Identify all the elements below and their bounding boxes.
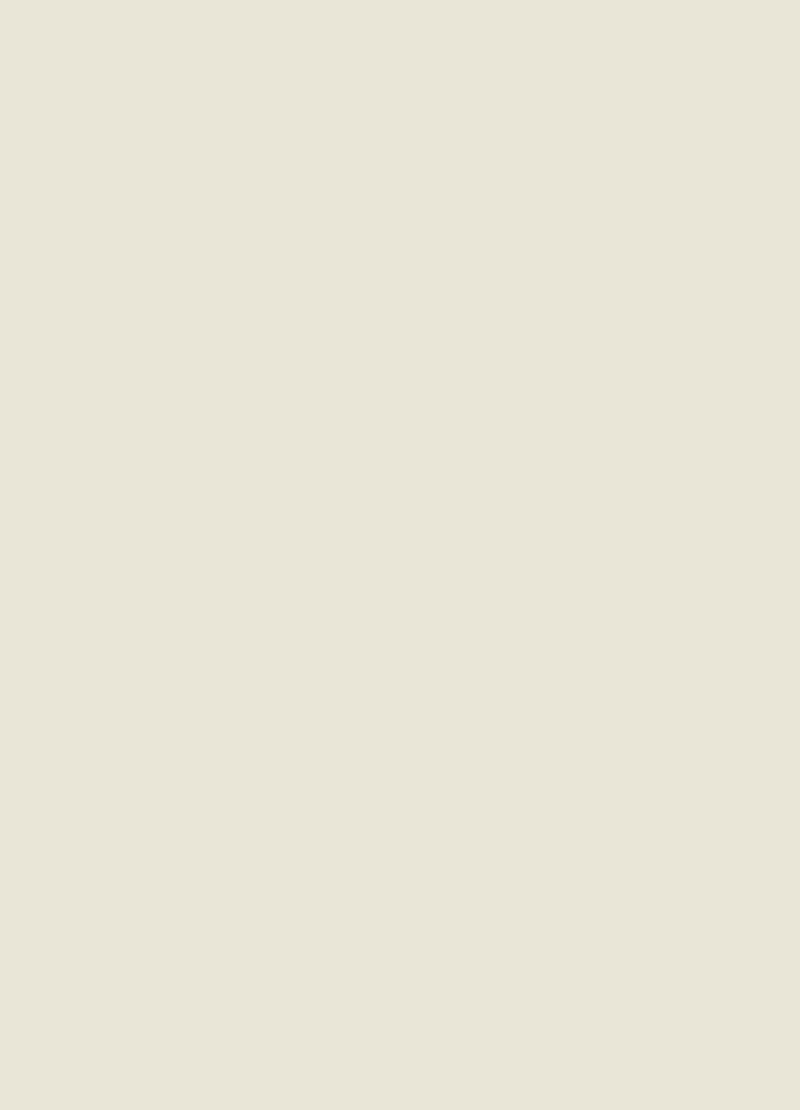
car-ownership-chart: [0, 620, 800, 1060]
